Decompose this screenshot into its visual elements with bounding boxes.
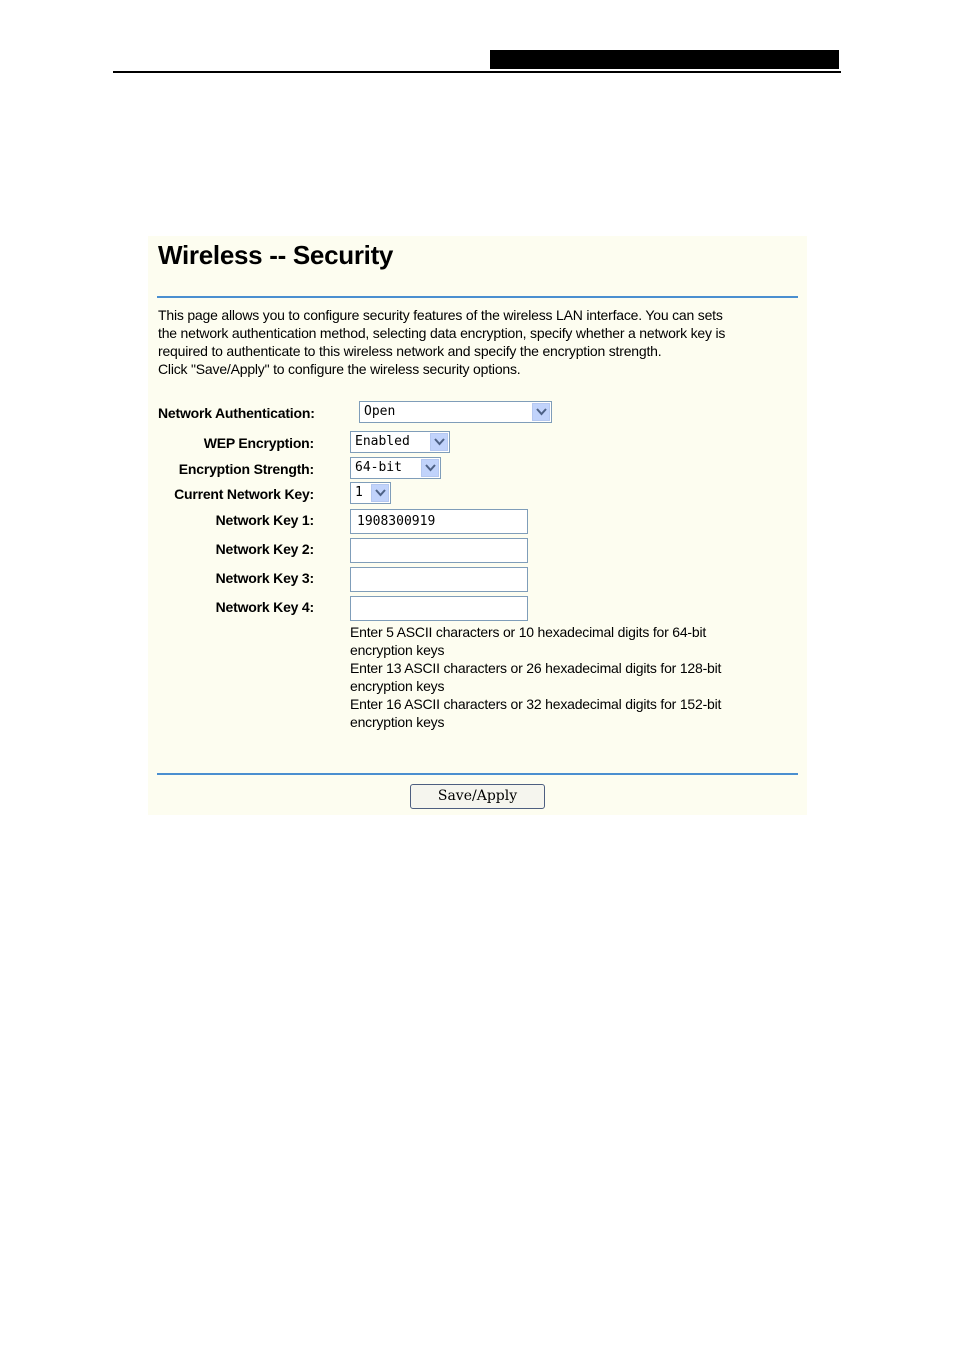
- encryption-strength-value: 64-bit: [355, 460, 402, 475]
- key-format-hint: [350, 623, 770, 731]
- description-line: This page allows you to configure security features of the wireless LAN interface. You can sets: [158, 307, 723, 323]
- network-key-1-input[interactable]: 1908300919: [350, 509, 528, 534]
- network-key-2-label: Network Key 2:: [215, 541, 314, 557]
- wep-encryption-label: WEP Encryption:: [203, 435, 314, 451]
- hint-line: Enter 5 ASCII characters or 10 hexadecimal digits for 64-bit: [350, 624, 707, 640]
- page-description: [158, 306, 798, 378]
- network-authentication-value: Open: [364, 404, 396, 419]
- wep-encryption-select[interactable]: [350, 431, 450, 453]
- network-key-1-label: Network Key 1:: [215, 512, 314, 528]
- description-line: required to authenticate to this wireless network and specify the encryption strength.: [158, 343, 662, 359]
- encryption-strength-label: Encryption Strength:: [178, 461, 314, 477]
- bottom-divider: [157, 773, 798, 775]
- network-key-3-label: Network Key 3:: [215, 570, 314, 586]
- header-bar: [490, 50, 839, 69]
- chevron-down-icon[interactable]: [430, 433, 448, 451]
- page-title: Wireless -- Security: [158, 240, 394, 270]
- description-line: the network authentication method, selecting data encryption, specify whether a network key is: [158, 325, 726, 341]
- description-line: Click "Save/Apply" to configure the wireless security options.: [158, 361, 521, 377]
- network-authentication-label: Network Authentication:: [158, 405, 315, 421]
- hint-line: encryption keys: [350, 714, 445, 730]
- network-key-4-input[interactable]: [350, 596, 528, 621]
- wireless-security-panel: [148, 236, 807, 815]
- hint-line: encryption keys: [350, 678, 445, 694]
- hint-line: Enter 16 ASCII characters or 32 hexadecimal digits for 152-bit: [350, 696, 722, 712]
- save-apply-button[interactable]: Save/Apply: [410, 784, 545, 809]
- hint-line: encryption keys: [350, 642, 445, 658]
- top-divider: [157, 296, 798, 298]
- network-key-2-input[interactable]: [350, 538, 528, 563]
- chevron-down-icon[interactable]: [421, 459, 439, 477]
- header-rule: [113, 71, 841, 73]
- network-key-3-input[interactable]: [350, 567, 528, 592]
- current-network-key-label: Current Network Key:: [174, 486, 314, 502]
- current-network-key-select[interactable]: [350, 482, 391, 504]
- network-authentication-select[interactable]: [359, 401, 552, 423]
- chevron-down-icon[interactable]: [371, 484, 389, 502]
- wep-encryption-value: Enabled: [355, 434, 410, 449]
- hint-line: Enter 13 ASCII characters or 26 hexadecimal digits for 128-bit: [350, 660, 722, 676]
- current-network-key-value: 1: [355, 485, 363, 500]
- network-key-4-label: Network Key 4:: [215, 599, 314, 615]
- encryption-strength-select[interactable]: [350, 457, 441, 479]
- chevron-down-icon[interactable]: [532, 403, 550, 421]
